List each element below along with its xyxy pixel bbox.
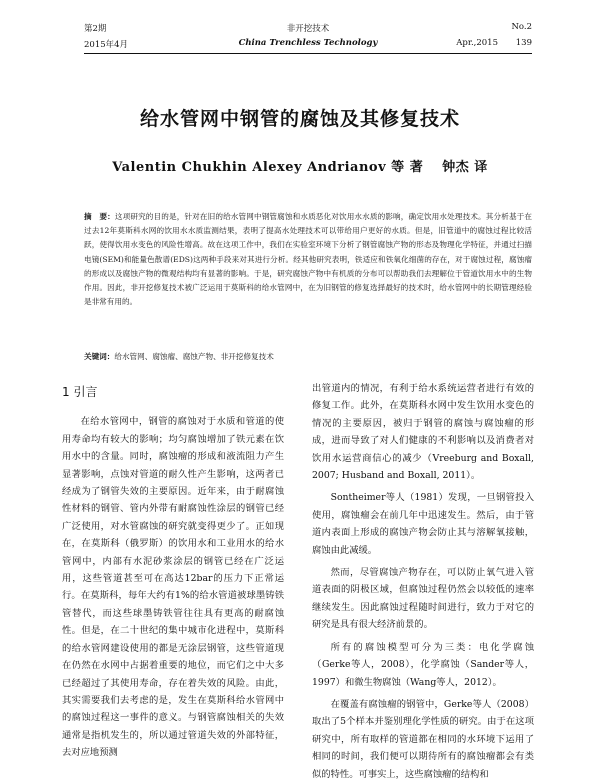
keywords-label: 关键词： bbox=[84, 352, 115, 361]
header-no: No.2 bbox=[511, 22, 532, 32]
abstract bbox=[84, 210, 532, 309]
left-column bbox=[62, 380, 284, 762]
body-paragraph: 在给水管网中，钢管的腐蚀对于水质和管道的使用寿命均有较大的影响；均匀腐蚀增加了铁元素在饮用水中的含量。同时，腐蚀瘤的形成和液流阻力产生显著影响，点蚀对管道的耐久性产生影响，这两者已经成为了钢管失效的主要原因。近年来，由于耐腐蚀性材料的钢管、管内外带有耐腐蚀性涂层的钢管已经广泛使用，对水管腐蚀的研究就变得更少了。正如现在，在莫斯科（俄罗斯）的饮用水和工业用水的给水管网中，内部有水泥砂浆涂层的钢管已经在广泛运用，这些管道甚至可在高达12bar的压力下正常运行。在莫斯科，每年大约有1%的给水管道被球墨铸铁管替代，而这些球墨铸铁管往往具有更高的耐腐蚀性。但是，在二十世纪的集中城市化进程中，莫斯科的给水管网建设使用的都是无涂层钢管，这些管道现在仍然在水网中占据着重要的地位，而它们之中大多已经超过了其使用寿命，存在着失效的风险。由此，其实需要我们去考虑的是，发生在莫斯科给水管网中的腐蚀过程这一事件的意义。与钢管腐蚀相关的失效通常是指机发生的，所以通过管道失效的外部特征，去对应地预测 bbox=[62, 416, 284, 759]
translator: 钟杰 译 bbox=[442, 160, 488, 175]
header-date: 2015年4月 bbox=[84, 40, 129, 50]
abstract-label: 摘 要： bbox=[84, 212, 115, 221]
section-heading: 1 引言 bbox=[62, 385, 98, 399]
body-paragraph: 然而，尽管腐蚀产物存在，可以防止氧气进入管道表面的阴极区域，但腐蚀过程仍然会以较低的速率继续发生。因此腐蚀过程随时间进行，致力于对它的研究是具有很大经济前景的。 bbox=[312, 567, 534, 631]
abstract-text: 这项研究的目的是，针对在旧的给水管网中钢管腐蚀和水质恶化对饮用水水质的影响，确定饮用水处理技术。其分析基于在过去12年莫斯科水网的饮用水水质监测结果，表明了提高水处理技术可以带给用户更好的水质。但是，旧管道中的腐蚀过程比较活跃，使得饮用水变色的风险性增高。故在这项工作中，我们在实验室环境下分析了钢管腐蚀产物的形态及物理化学特征，并通过扫描电镜(SEM)和能量色散谱(EDS)这两种手段来对其进行分析。经其他研究表明，铁适应和铁氧化细菌的存在，对于腐蚀过程，腐蚀瘤的形成以及腐蚀产物的微观结构均有显著的影响。于是，研究腐蚀产物中有机质的分布可以帮助我们去理解位于管道饮用水中的生物作用。因此，非开挖修复技术被广泛运用于莫斯科的给水管网中，在为旧钢管的修复选择最好的技术时，给水管网中的长期管理经验是非常有用的。 bbox=[84, 212, 532, 307]
right-column bbox=[312, 380, 534, 783]
header-page-number: 139 bbox=[515, 38, 532, 48]
header-journal-cn: 非开挖技术 bbox=[286, 24, 330, 34]
body-paragraph: Sontheimer等人（1981）发现，一旦钢管投入使用，腐蚀瘤会在前几年中迅速发生。然后，由于管道内表面上形成的腐蚀产物会防止其与溶解氧接触，腐蚀由此减缓。 bbox=[312, 492, 534, 556]
body-paragraph: 在覆盖有腐蚀瘤的钢管中，Gerke等人（2008）取出了5个样本并鉴别理化学性质的研究。由于在这项研究中，所有取样的管道都在相同的水环境下运用了相同的时间，我们便可以期待所有的腐蚀瘤都会有类似的特性。可事实上，这些腐蚀瘤的结构和 bbox=[312, 698, 534, 780]
author-line bbox=[0, 156, 600, 175]
body-paragraph: 所有的腐蚀模型可分为三类：电化学腐蚀（Gerke等人，2008），化学腐蚀（Sander等人，1997）和微生物腐蚀（Wang等人，2012）。 bbox=[312, 641, 534, 688]
header-issue: 第2期 bbox=[84, 24, 107, 34]
authors: Valentin Chukhin Alexey Andrianov 等 著 bbox=[112, 160, 424, 175]
keywords-text: 给水管网、腐蚀瘤、腐蚀产物、非开挖修复技术 bbox=[114, 352, 274, 361]
keywords bbox=[84, 351, 532, 362]
article-title: 给水管网中钢管的腐蚀及其修复技术 bbox=[139, 108, 460, 130]
header-date-en: Apr.,2015 bbox=[456, 38, 498, 48]
header-rule bbox=[84, 53, 532, 54]
header-journal-en: China Trenchless Technology bbox=[238, 38, 378, 48]
body-paragraph: 出管道内的情况，有利于给水系统运营者进行有效的修复工作。此外，在莫斯科水网中发生饮用水变色的情况的主要原因，被归于钢管的腐蚀与腐蚀瘤的形成，进而导致了对人们健康的不利影响以及消费者对饮用水运营商信心的减少（Vreeburg and Boxall, 2007; Husband and Boxall, 2011）。 bbox=[312, 383, 534, 482]
